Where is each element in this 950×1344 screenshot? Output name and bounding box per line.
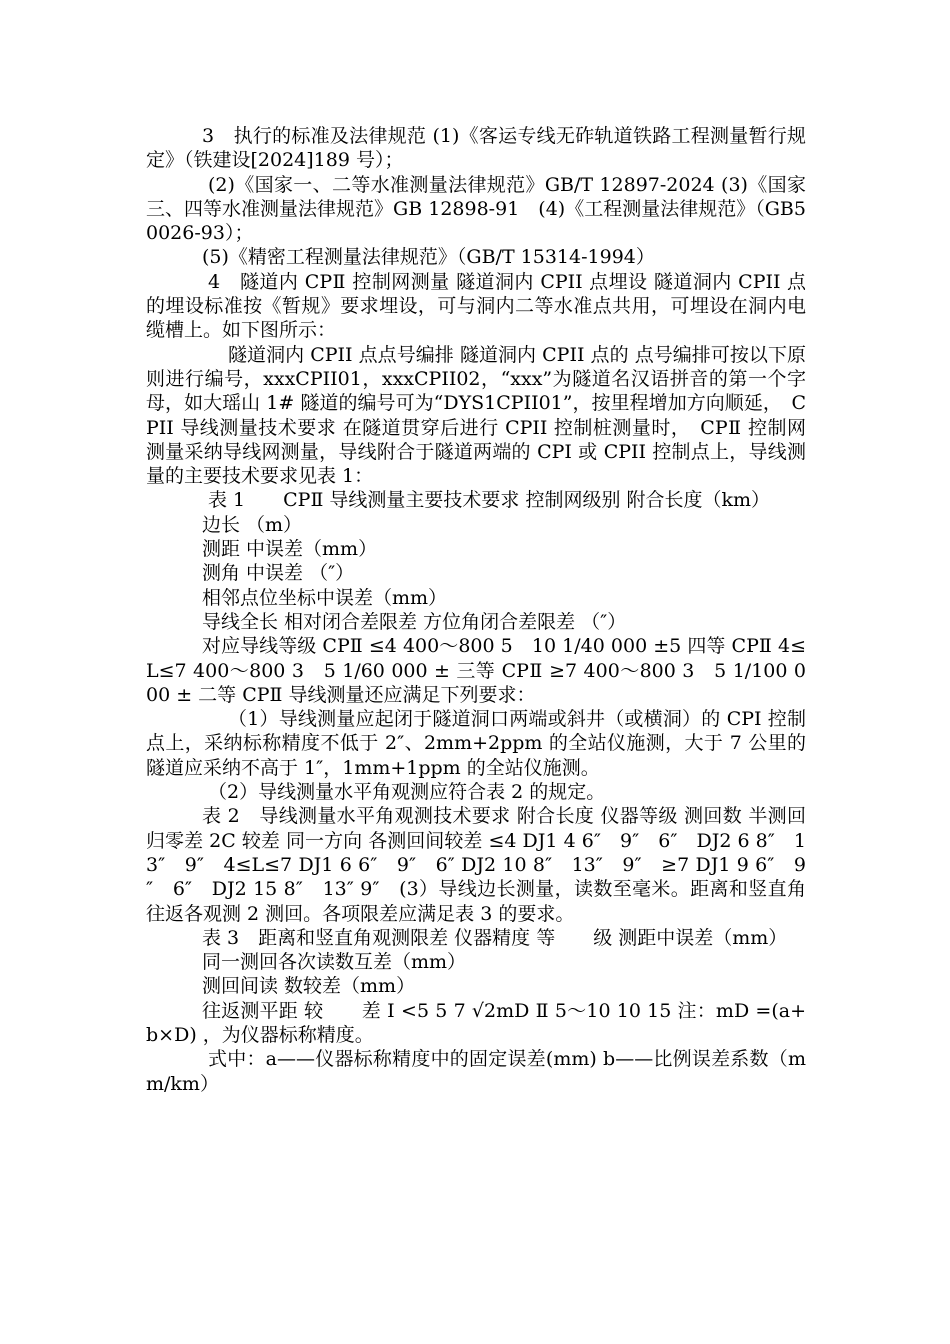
table1-ranging-error: 测距 中误差（mm）: [202, 538, 378, 561]
table3-values-note: 往返测平距 较 差 Ⅰ <5 5 7 √2mD Ⅱ 5～10 10 15 注：mD =(a+b×D) ，为仪器标称精度。: [146, 999, 806, 1046]
document-body: [146, 124, 806, 1096]
table1-coordinate-error: 相邻点位坐标中误差（mm）: [202, 586, 448, 609]
paragraph-tunnel-cpii-burial: 4 隧道内 CPⅡ 控制网测量 隧道洞内 CPII 点埋设 隧道洞内 CPII 点的埋设标准按《暂规》要求埋设，可与洞内二等水准点共用，可埋设在洞内电缆槽上。如下图所示：: [146, 270, 806, 342]
paragraph-standards: 3 执行的标准及法律规范 (1)《客运专线无砟轨道铁路工程测量暂行规定》（铁建设[2024]189 号）；: [146, 125, 806, 172]
table2-content: 表 2 导线测量水平角观测技术要求 附合长度 仪器等级 测回数 半测回归零差 2C 较差 同一方向 各测回间较差 ≤4 DJ1 4 6″ 9″ 6″ DJ2 6 8″ 13″ 9″ 4≤L≤7 DJ1 6 6″ 9″ 6″ DJ2 10 8″ 13″ 9″ ≥7 DJ1 9 6″ 9″ 6″ DJ2 15 8″ 13″ 9″ (3）导线边长测量，读数至毫米。距离和竖直角往返各观测 2 测回。各项限差应满足表 3 的要求。: [146, 805, 806, 925]
table3-interround-diff: 测回间读 数较差（mm）: [202, 975, 416, 998]
table1-closure-limits: 导线全长 相对闭合差限差 方位角闭合差限差 （″）: [202, 610, 627, 633]
paragraph-formula-definition: 式中：a——仪器标称精度中的固定误差(mm) b——比例误差系数（mm/km）: [146, 1048, 806, 1095]
paragraph-requirement-2: （2）导线测量水平角观测应符合表 2 的规定。: [208, 781, 606, 804]
table3-title: 表 3 距离和竖直角观测限差 仪器精度 等 级 测距中误差（mm）: [202, 926, 788, 949]
table1-side-length: 边长 （m）: [202, 513, 303, 536]
paragraph-requirement-1: （1）导线测量应起闭于隧道洞口两端或斜井（或横洞）的 CPI 控制点上，采纳标称精度不低于 2″、2mm+2ppm 的全站仪施测，大于 7 公里的隧道应采纳不高于 1″，1mm+1ppm 的全站仪施测。: [146, 708, 806, 779]
table1-title: 表 1 CPⅡ 导线测量主要技术要求 控制网级别 附合长度（km）: [208, 489, 771, 512]
table1-angle-error: 测角 中误差 （″）: [202, 562, 355, 585]
paragraph-cpii-numbering: 隧道洞内 CPII 点点号编排 隧道洞内 CPII 点的 点号编排可按以下原则进行编号，xxxCPII01，xxxCPII02，“xxx”为隧道名汉语拼音的第一个字母，如大瑶山 1# 隧道的编号可为“DYS1CPII01”，按里程增加方向顺延， CPII 导线测量技术要求 在隧道贯穿后进行 CPII 控制桩测量时， CPⅡ 控制网测量采纳导线网测量，导线附合于隧道两端的 CPI 或 CPII 控制点上，导线测量的主要技术要求见表 1：: [146, 343, 806, 488]
paragraph-leveling-standards: (2)《国家一、二等水准测量法律规范》GB/T 12897-2024 (3)《国家三、四等水准测量法律规范》GB 12898-91 (4)《工程测量法律规范》（GB50026-93）；: [146, 173, 806, 245]
table1-values: 对应导线等级 CPⅡ ≤4 400～800 5 10 1/40 000 ±5 四等 CPⅡ 4≤L≤7 400～800 3 5 1/60 000 ± 三等 CPⅡ ≥7 400～800 3 5 1/100 000 ± 二等 CPⅡ 导线测量还应满足下列要求：: [146, 635, 806, 706]
paragraph-precise-survey-standard: (5)《精密工程测量法律规范》（GB/T 15314-1994）: [202, 246, 655, 269]
table3-reading-diff: 同一测回各次读数互差（mm）: [202, 951, 467, 974]
